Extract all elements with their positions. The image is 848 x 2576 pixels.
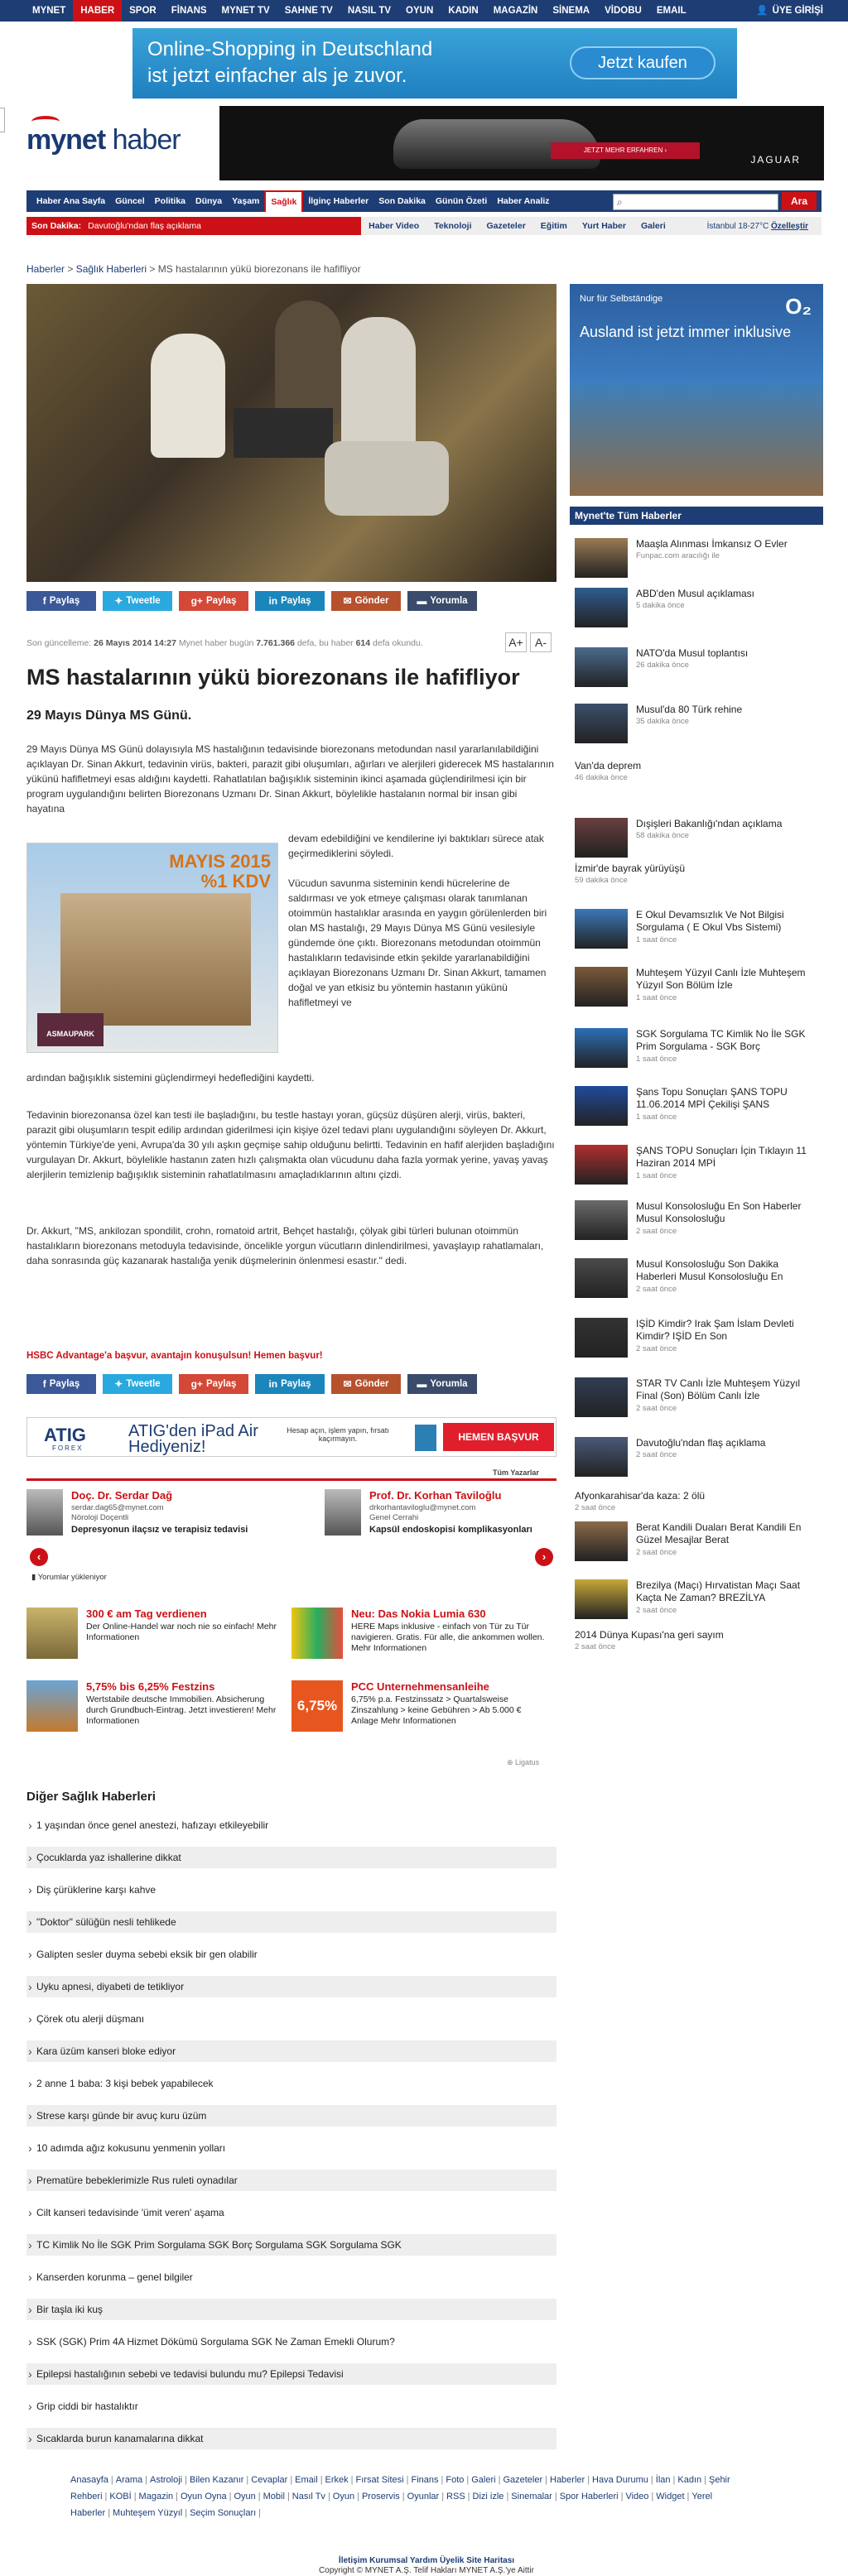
font-size-controls <box>505 632 552 652</box>
footer-separator: | <box>110 2475 113 2485</box>
atig-logo: ATIG <box>44 1425 86 1445</box>
atig-forex: FOREX <box>52 1444 84 1452</box>
news-time: 1 saat önce <box>636 935 677 944</box>
nav-item[interactable]: İlginç Haberler <box>308 196 369 206</box>
footer-link[interactable]: Muhteşem Yüzyıl <box>113 2508 183 2518</box>
o2-ad[interactable]: Nur für Selbständige O₂ Ausland ist jetzt immer inklusive <box>570 284 823 496</box>
list-item[interactable]: › Cilt kanseri tedavisinde 'ümit veren' aşama <box>26 2202 556 2223</box>
site-logo[interactable]: mynet haber <box>26 124 181 156</box>
nav-item[interactable]: Güncel <box>115 196 145 206</box>
subnav-item[interactable]: Gazeteler <box>486 221 526 231</box>
twitter-icon: ✦ <box>114 1378 123 1390</box>
photo-figure <box>275 300 341 425</box>
footer-separator: | <box>672 2475 676 2485</box>
footer-separator: | <box>229 2492 232 2502</box>
footer-link[interactable]: Finans <box>411 2475 439 2485</box>
footer-separator: | <box>441 2492 445 2502</box>
sponsored-ad[interactable]: 6,75% PCC Unternehmensanleihe 6,75% p.a. Festzinssatz > Quartalsweise Zinszahlung > keine Gebühren > Ab 5.000 € Anlage Mehr Informationen <box>292 1680 553 1753</box>
news-title[interactable]: Maaşla Alınması İmkansız O Evler <box>636 538 788 550</box>
article-paragraph: devam edebildiğini ve kendilerine iyi baktıkları sürece atak geçirmediklerini söyledi. <box>288 833 544 859</box>
news-title[interactable]: NATO'da Musul toplantısı <box>636 647 749 659</box>
comment-button[interactable]: ▬ Yorumla <box>407 1374 477 1394</box>
footer-separator: | <box>145 2475 147 2485</box>
sponsored-ad[interactable]: Neu: Das Nokia Lumia 630 HERE Maps inklusive - einfach von Tür zu Tür navigieren. Gratis. Für alle, die ankommen wollen. Mehr Informationen <box>292 1608 553 1680</box>
subnav-item[interactable]: Teknoloji <box>434 221 472 231</box>
gplus-icon: g+ <box>190 1378 203 1390</box>
ad-image: 6,75% <box>292 1680 343 1732</box>
news-title[interactable]: Van'da deprem <box>575 760 642 771</box>
list-item[interactable]: › TC Kimlik No İle SGK Prim Sorgulama SGK Borç Sorgulama SGK Sorgulama SGK <box>26 2234 556 2256</box>
news-thumbnail[interactable] <box>575 1086 628 1126</box>
topnav-item[interactable]: SPOR <box>129 6 157 16</box>
list-item[interactable]: › Galipten sesler duyma sebebi eksik bir gen olabilir <box>26 1944 556 1965</box>
twitter-share-button[interactable]: ✦ Tweetle <box>103 1374 172 1394</box>
subnav-item[interactable]: Haber Video <box>369 221 420 231</box>
topnav-item[interactable]: KADIN <box>448 6 479 16</box>
footer-link[interactable]: Hava Durumu <box>592 2475 648 2485</box>
atig-headline: ATIG'den iPad Air <box>128 1422 258 1440</box>
logo-arc-icon <box>31 116 60 127</box>
news-title[interactable]: Muhteşem Yüzyıl Canlı İzle Muhteşem Yüzyıl Son Bölüm İzle <box>636 967 806 991</box>
user-icon: 👤 <box>756 6 768 16</box>
topnav-item[interactable]: MAGAZİN <box>493 6 538 16</box>
footer-link[interactable]: KOBİ <box>109 2492 132 2502</box>
news-title[interactable]: SGK Sorgulama TC Kimlik No İle SGK Prim Sorgulama - SGK Borç <box>636 1028 806 1052</box>
nav-item[interactable]: Politika <box>154 196 186 206</box>
author-card[interactable] <box>26 1489 267 1555</box>
news-time: Funpac.com aracılığı ile <box>636 551 720 560</box>
linkedin-share-button[interactable]: in Paylaş <box>255 591 325 611</box>
ad-buy-button[interactable]: Jetzt kaufen <box>570 46 716 79</box>
news-thumbnail[interactable] <box>575 1318 628 1358</box>
footer-separator: | <box>651 2492 654 2502</box>
footer-link[interactable]: Yerel Haberler <box>70 2492 713 2518</box>
footer-separator: | <box>650 2475 653 2485</box>
footer-link[interactable]: Nasıl Tv <box>292 2492 325 2502</box>
footer-link[interactable]: Proservis <box>361 2492 400 2502</box>
news-time: 5 dakika önce <box>636 601 685 610</box>
search-input[interactable] <box>613 194 778 210</box>
list-item[interactable]: › Kanserden korunma – genel bilgiler <box>26 2266 556 2288</box>
article-subtitle: 29 Mayıs Dünya MS Günü. <box>26 709 192 723</box>
author-card[interactable] <box>325 1489 565 1555</box>
footer-link[interactable]: Bilen Kazanır <box>189 2475 244 2485</box>
news-title[interactable]: STAR TV Canlı İzle Muhteşem Yüzyıl Final (Son) Bölüm Canlı İzle <box>636 1377 801 1401</box>
top-ad-banner[interactable] <box>132 28 737 99</box>
news-thumbnail[interactable] <box>575 588 628 627</box>
footer-links <box>70 2472 791 2521</box>
footer-link[interactable]: RSS <box>446 2492 465 2502</box>
footer-separator: | <box>133 2492 137 2502</box>
breadcrumb-saglik[interactable]: Sağlık Haberleri <box>75 263 147 275</box>
atig-headline-2: Hediyeniz! <box>128 1438 206 1456</box>
footer-separator: | <box>327 2492 330 2502</box>
footer-separator: | <box>258 2508 262 2518</box>
news-time: 2 saat önce <box>636 1227 677 1236</box>
footer-separator: | <box>587 2475 590 2485</box>
author-role: Nöroloji Doçentli <box>71 1513 129 1522</box>
footer-link[interactable]: Fırsat Sitesi <box>355 2475 404 2485</box>
footer-separator: | <box>406 2475 409 2485</box>
topnav-item[interactable]: MYNET TV <box>221 6 270 16</box>
photo-figure <box>151 334 225 458</box>
footer-separator: | <box>108 2508 111 2518</box>
list-item[interactable]: › 10 adımda ağız kokusunu yenmenin yolları <box>26 2137 556 2159</box>
linkedin-share-button[interactable]: in Paylaş <box>255 1374 325 1394</box>
footer-separator: | <box>185 2475 187 2485</box>
news-thumbnail[interactable] <box>575 1258 628 1298</box>
footer-separator: | <box>402 2492 405 2502</box>
mail-icon: ✉ <box>343 595 352 607</box>
list-item[interactable]: › Sıcaklarda burun kanamalarına dikkat <box>26 2428 556 2449</box>
footer-separator: | <box>704 2475 706 2485</box>
photo-figure <box>325 441 449 516</box>
nav-item[interactable]: Günün Özeti <box>435 196 488 206</box>
topnav-item[interactable]: NASIL TV <box>347 6 392 16</box>
subnav-item[interactable]: Yurt Haber <box>581 221 626 231</box>
mail-icon: ✉ <box>343 1378 352 1390</box>
author-email: serdar.dag65@mynet.com <box>71 1503 164 1512</box>
footer-link[interactable]: Magazin <box>138 2492 174 2502</box>
footer-link[interactable]: Cevaplar <box>251 2475 288 2485</box>
article-paragraph: Dr. Akkurt, "MS, ankilozan spondilit, crohn, romatoid artrit, Behçet hastalığı, çölyak gibi türleri bulunan otoimmün hastalıkların biorezonans metoduyla tedavisinde, öncelikle yorgun vücutların dinlendirilmesi, yavaşlayıp rahatlamaları, daha sonrasında güç kazanarak hastalığa yenik düşmelerinin önlenmesi esastır." dedi. <box>26 1225 544 1266</box>
footer-link[interactable]: Oyun <box>332 2492 355 2502</box>
footer-link[interactable]: Spor Haberleri <box>559 2492 619 2502</box>
list-item[interactable]: › 2 anne 1 baba: 3 kişi bebek yapabilecek <box>26 2073 556 2094</box>
font-decrease-button[interactable]: A- <box>530 632 552 652</box>
author-article[interactable]: Kapsül endoskopisi komplikasyonları <box>369 1525 532 1535</box>
footer-bottom: İletişim Kurumsal Yardım Üyelik Site Haritası Copyright © MYNET A.Ş. Telif Hakları MYNET A.Ş.'ye Aittir <box>319 2556 534 2575</box>
news-time: 59 dakika önce <box>575 876 628 885</box>
news-title[interactable]: ŞANS TOPU Sonuçları İçin Tıklayın 11 Haziran 2014 MPİ <box>636 1145 807 1169</box>
footer-link[interactable]: Anasayfa <box>70 2475 108 2485</box>
tablet-icon <box>415 1425 436 1451</box>
topnav-item[interactable]: SİNEMA <box>552 6 590 16</box>
all-authors-link[interactable]: Tüm Yazarlar <box>493 1468 539 1477</box>
subnav-item[interactable]: Eğitim <box>540 221 567 231</box>
footer-link[interactable]: Galeri <box>471 2475 496 2485</box>
author-name[interactable]: Prof. Dr. Korhan Taviloğlu <box>369 1489 502 1502</box>
footer-link[interactable]: Sinemalar <box>511 2492 552 2502</box>
gplus-share-button[interactable]: g+ Paylaş <box>179 1374 248 1394</box>
breadcrumb-haberler[interactable]: Haberler <box>26 263 65 275</box>
author-email: drkorhantaviloglu@mynet.com <box>369 1503 476 1512</box>
news-thumbnail[interactable] <box>575 704 628 743</box>
footer-separator: | <box>350 2475 354 2485</box>
footer-separator: | <box>545 2475 547 2485</box>
jaguar-ad-banner[interactable] <box>219 106 824 180</box>
share-bar-bottom <box>26 1374 477 1394</box>
footer-link[interactable]: Email <box>295 2475 318 2485</box>
footer-link[interactable]: Foto <box>446 2475 465 2485</box>
news-thumbnail[interactable] <box>575 1521 628 1561</box>
news-thumbnail[interactable] <box>575 1028 628 1068</box>
footer-separator: | <box>176 2492 178 2502</box>
nav-item[interactable]: Dünya <box>195 196 223 206</box>
gplus-icon: g+ <box>190 595 203 607</box>
author-article[interactable]: Depresyonun ilaçsız ve terapisiz tedavisi <box>71 1525 248 1535</box>
atig-apply-button[interactable]: HEMEN BAŞVUR <box>443 1423 554 1451</box>
news-time: 1 saat önce <box>636 1171 677 1180</box>
comment-button[interactable]: ▬ Yorumla <box>407 591 477 611</box>
news-time: 2 saat önce <box>636 1344 677 1353</box>
ligatus-logo[interactable]: ⊕ Ligatus <box>507 1758 540 1766</box>
atig-desc: Hesap açın, işlem yapın, fırsatı kaçırmayın. <box>287 1426 389 1443</box>
news-time: 46 dakika önce <box>575 773 628 782</box>
author-role: Genel Cerrahi <box>369 1513 419 1522</box>
list-item[interactable]: › "Doktor" sülüğün nesli tehlikede <box>26 1911 556 1933</box>
footer-separator: | <box>441 2475 444 2485</box>
nav-item[interactable]: Haber Ana Sayfa <box>36 196 106 206</box>
other-health-news-title: Diğer Sağlık Haberleri <box>26 1790 156 1804</box>
atig-ad[interactable] <box>26 1417 556 1457</box>
news-time: 2 saat önce <box>636 1606 677 1615</box>
nav-item[interactable]: Yaşam <box>232 196 260 206</box>
breaking-label: Son Dakika: <box>26 217 86 235</box>
footer-link[interactable]: Oyun <box>234 2492 256 2502</box>
twitter-share-button[interactable]: ✦ Tweetle <box>103 591 172 611</box>
topnav-item[interactable]: HABER <box>73 0 122 22</box>
topnav-item[interactable]: VİDOBU <box>605 6 642 16</box>
footer-link[interactable]: Haberler <box>550 2475 585 2485</box>
list-item[interactable]: › SSK (SGK) Prim 4A Hizmet Dökümü Sorgulama SGK Ne Zaman Emekli Olurum? <box>26 2331 556 2353</box>
news-time: 26 dakika önce <box>636 661 689 670</box>
news-time: 2 saat önce <box>636 1285 677 1294</box>
news-title[interactable]: Musul'da 80 Türk rehine <box>636 704 743 715</box>
facebook-share-button[interactable]: f Paylaş <box>26 591 96 611</box>
o2-logo: O₂ <box>785 294 812 319</box>
member-login[interactable]: 👤 ÜYE GİRİŞİ <box>756 0 823 22</box>
list-item[interactable]: › 1 yaşından önce genel anestezi, hafızayı etkileyebilir <box>26 1814 556 1836</box>
comments-loading: ▮ Yorumlar yükleniyor <box>31 1573 107 1582</box>
sponsored-ad[interactable]: 300 € am Tag verdienen Der Online-Handel war noch nie so einfach! Mehr Informationen <box>26 1608 288 1680</box>
footer-separator: | <box>466 2475 470 2485</box>
article-paragraph: Tedavinin biorezonansa özel kan testi ile başladığını, bu testle hastayı yoran, güçsüz düşüren alerji, virüs, bakteri, parazit gibi oluşumların tespit edilip ardından giderilmesi için kişiye özel tedavi planı uygulandığını söyleyen Dr. Akkurt, yöntemin Türkiye'de yeni, Avrupa'da 30 yılı aşkın geçmişe sahip olduğunu belirtti. Tedavinin en hafif alerjiden başladığını vurgulayan Dr. Akkurt, böylelikle hastanın zaten hızlı çalışmakta olan vücudunu daha fazla yormak yerine, yavaş yavaş alerjilerin temizlenip bağışıklık sisteminin rahatlatılmasını amaçladıklarının altını çizdi. <box>26 1109 555 1180</box>
footer-separator: | <box>506 2492 509 2502</box>
ad-image <box>26 1608 78 1659</box>
share-bar <box>26 591 477 611</box>
news-title[interactable]: E Okul Devamsızlık Ve Not Bilgisi Sorgulama ( E Okul Vbs Sistemi) <box>636 909 784 933</box>
facebook-share-button[interactable]: f Paylaş <box>26 1374 96 1394</box>
photo-figure <box>341 317 416 458</box>
list-item[interactable]: › Kara üzüm kanseri bloke ediyor <box>26 2040 556 2062</box>
search-icon: ⌕ <box>617 196 623 208</box>
news-thumbnail[interactable] <box>575 1579 628 1619</box>
footer-link[interactable]: Dizi izle <box>472 2492 504 2502</box>
article-meta: Son güncelleme: 26 Mayıs 2014 14:27 Mynet haber bugün 7.761.366 defa, bu haber 614 defa okundu. <box>26 638 423 648</box>
footer-separator: | <box>687 2492 690 2502</box>
email-share-button[interactable]: ✉ Gönder <box>331 591 401 611</box>
news-time: 2 saat önce <box>575 1642 616 1651</box>
news-title[interactable]: Brezilya (Maçı) Hırvatistan Maçı Saat Kaçta Ne Zaman? BREZİLYA <box>636 1579 801 1603</box>
footer-link[interactable]: Kadın <box>677 2475 702 2485</box>
list-item[interactable]: › Prematüre bebeklerimizle Rus ruleti oynadılar <box>26 2170 556 2191</box>
breaking-text[interactable]: Davutoğlu'ndan flaş açıklama <box>86 217 361 235</box>
facebook-icon: f <box>42 1378 46 1390</box>
avatar <box>26 1489 63 1536</box>
footer-link[interactable]: Mobil <box>263 2492 285 2502</box>
footer-separator: | <box>258 2492 261 2502</box>
news-title[interactable]: Musul Konsolosluğu Son Dakika Haberleri Musul Konsolosluğu En <box>636 1258 783 1282</box>
footer-link[interactable]: Video <box>625 2492 649 2502</box>
linkedin-icon: in <box>268 595 278 607</box>
news-title[interactable]: İzmir'de bayrak yürüyüşü <box>575 863 686 874</box>
twitter-icon: ✦ <box>114 595 123 607</box>
list-item[interactable]: › Grip ciddi bir hastalıktır <box>26 2396 556 2417</box>
list-item[interactable]: › Uyku apnesi, diyabeti de tetikliyor <box>26 1976 556 1997</box>
building-image <box>60 893 251 1026</box>
footer-separator: | <box>357 2492 359 2502</box>
nav-item[interactable]: Sağlık <box>264 190 303 212</box>
linkedin-icon: in <box>268 1378 278 1390</box>
news-title[interactable]: Afyonkarahisar'da kaza: 2 ölü <box>575 1490 706 1502</box>
list-item[interactable]: › Strese karşı günde bir avuç kuru üzüm <box>26 2105 556 2127</box>
list-item[interactable]: › Çörek otu alerji düşmanı <box>26 2008 556 2030</box>
authors-carousel <box>26 1478 556 1561</box>
list-item[interactable]: › Bir taşla iki kuş <box>26 2299 556 2320</box>
news-time: 2 saat önce <box>575 1503 616 1512</box>
news-time: 2 saat önce <box>636 1450 677 1459</box>
facebook-icon: f <box>42 595 46 607</box>
news-thumbnail[interactable] <box>575 1145 628 1185</box>
footer-link[interactable]: Erkek <box>325 2475 349 2485</box>
topnav-item[interactable]: EMAIL <box>656 6 687 16</box>
list-item[interactable]: › Çocuklarda yaz ishallerine dikkat <box>26 1847 556 1868</box>
inline-ad[interactable] <box>26 843 278 1053</box>
footer-link[interactable]: Widget <box>656 2492 685 2502</box>
search-button[interactable]: Ara <box>782 192 817 210</box>
comment-icon: ▬ <box>417 1378 427 1390</box>
top-navbar <box>0 0 848 22</box>
news-title[interactable]: Dışişleri Bakanlığı'ndan açıklama <box>636 818 783 829</box>
footer-link[interactable]: Gazeteler <box>503 2475 543 2485</box>
topnav-item[interactable]: MYNET <box>32 6 66 16</box>
ad-image <box>570 383 823 496</box>
news-thumbnail[interactable] <box>575 818 628 858</box>
news-title[interactable]: Şans Topu Sonuçları ŞANS TOPU 11.06.2014 MPİ Çekilişi ŞANS <box>636 1086 788 1110</box>
news-time: 2 saat önce <box>636 1404 677 1413</box>
ad-image <box>292 1608 343 1659</box>
email-share-button[interactable]: ✉ Gönder <box>331 1374 401 1394</box>
footer-link[interactable]: Seçim Sonuçları <box>190 2508 257 2518</box>
weather-widget: İstanbul 18-27°C Özelleştir <box>706 221 808 231</box>
font-increase-button[interactable]: A+ <box>505 632 527 652</box>
news-title[interactable]: IŞİD Kimdir? Irak Şam İslam Devleti Kimdir? IŞİD En Son <box>636 1318 794 1342</box>
all-news-header: Mynet'te Tüm Haberler <box>570 507 823 525</box>
subnav-item[interactable]: Galeri <box>640 221 666 231</box>
article-title: MS hastalarının yükü biorezonans ile hafifliyor <box>26 665 520 690</box>
breadcrumb-current: MS hastalarının yükü biorezonans ile hafifliyor <box>157 263 361 275</box>
article-paragraph: Vücudun savunma sisteminin kendi hücrelerine de saldırması ve yok etmeye çalışması olarak tanımlanan otoimmün hastalıklar arasında en yaygın görülenlerden biri olan MS hastalığı, 29 Mayıs Dünya MS Günü vesilesiyle gündemde öne çıktı. Biorezonans metodundan otoimmün hastalıkların tedavisinde etkin şekilde yararlanabildiğini açıklayan Biorezonans Uzmanı Dr. Sinan Akkurt, tamamen doğal ve yan etkisiz bu yöntemin hastanın yükünü hafifletmeyi ve <box>288 877 547 1008</box>
footer-link[interactable]: Astroloji <box>150 2475 183 2485</box>
news-time: 1 saat önce <box>636 1055 677 1064</box>
footer-link[interactable]: Oyunlar <box>407 2492 440 2502</box>
news-thumbnail[interactable] <box>575 1200 628 1240</box>
topnav-item[interactable]: FİNANS <box>171 6 207 16</box>
gplus-share-button[interactable]: g+ Paylaş <box>179 591 248 611</box>
inline-ad-brand: ASMAUPARK <box>37 1013 104 1046</box>
footer-separator: | <box>287 2492 290 2502</box>
sub-nav <box>26 217 822 235</box>
news-title[interactable]: Musul Konsolosluğu En Son Haberler Musul Konsolosluğu <box>636 1200 802 1224</box>
hsbc-link[interactable]: HSBC Advantage'a başvur, avantajın konuşulsun! Hemen başvur! <box>26 1351 323 1361</box>
footer-separator: | <box>104 2492 108 2502</box>
footer-separator: | <box>320 2475 323 2485</box>
next-arrow-icon[interactable]: › <box>535 1548 553 1566</box>
news-thumbnail[interactable] <box>575 967 628 1007</box>
news-time: 35 dakika önce <box>636 717 689 726</box>
footer-separator: | <box>246 2475 249 2485</box>
article-paragraph: ardından bağışıklık sistemini güçlendirmeyi hedeflediğini kaydetti. <box>26 1072 315 1084</box>
news-title[interactable]: 2014 Dünya Kupası'na geri sayım <box>575 1629 724 1641</box>
topnav-item[interactable]: SAHNE TV <box>284 6 333 16</box>
author-name[interactable]: Doç. Dr. Serdar Dağ <box>71 1489 173 1502</box>
ad-line-2: ist jetzt einfacher als je zuvor. <box>147 65 407 87</box>
ad-image <box>26 1680 78 1732</box>
nav-item[interactable]: Haber Analiz <box>497 196 550 206</box>
ad-line-1: Online-Shopping in Deutschland <box>147 38 433 60</box>
topnav-item[interactable]: OYUN <box>406 6 434 16</box>
photo-device <box>234 408 333 458</box>
news-thumbnail[interactable] <box>575 647 628 687</box>
footer-link[interactable]: İlan <box>655 2475 671 2485</box>
footer-separator: | <box>620 2492 624 2502</box>
news-title[interactable]: Berat Kandili Duaları Berat Kandili En Güzel Mesajlar Berat <box>636 1521 802 1545</box>
footer-link[interactable]: Oyun Oyna <box>180 2492 227 2502</box>
footer-separator: | <box>467 2492 470 2502</box>
footer-link[interactable]: Şehir Rehberi <box>70 2475 730 2502</box>
jaguar-cta[interactable]: JETZT MEHR ERFAHREN › <box>551 142 700 159</box>
news-title[interactable]: Davutoğlu'ndan flaş açıklama <box>636 1437 766 1449</box>
comment-icon: ▬ <box>417 595 427 607</box>
news-thumbnail[interactable] <box>575 1377 628 1417</box>
avatar <box>325 1489 361 1536</box>
footer-separator: | <box>554 2492 557 2502</box>
news-time: 1 saat önce <box>636 1113 677 1122</box>
list-item[interactable]: › Diş çürüklerine karşı kahve <box>26 1879 556 1901</box>
news-title[interactable]: ABD'den Musul açıklaması <box>636 588 755 599</box>
news-time: 2 saat önce <box>636 1548 677 1557</box>
list-item[interactable]: › Epilepsi hastalığının sebebi ve tedavisi bulundu mu? Epilepsi Tedavisi <box>26 2363 556 2385</box>
news-time: 58 dakika önce <box>636 831 689 840</box>
article-paragraph: 29 Mayıs Dünya MS Günü dolayısıyla MS hastalığının tedavisinde biorezonans metodundan nasıl yararlanılabildiğini açıklayan Dr. Sinan Akkurt, tedavinin virüs, bakteri, parazit gibi oluşumları, ağırları ve alerjileri giderecek MS hastalarının yükünü hafifletmeyi esas aldığını kaydetti. Rahatlatılan bağışıklık sisteminin ikinci aşamada güçlendirilmesi için bir program uygulandığını belirten Biorezonans Uzmanı Dr. Sinan Akkurt, böylelikle hastalanın normal bir insan gibi hayatına <box>26 743 554 815</box>
side-tab[interactable] <box>0 108 5 132</box>
news-thumbnail[interactable] <box>575 1437 628 1477</box>
news-thumbnail[interactable] <box>575 538 628 578</box>
breadcrumb: Haberler > Sağlık Haberleri > MS hastalarının yükü biorezonans ile hafifliyor <box>26 263 361 275</box>
footer-link[interactable]: Arama <box>115 2475 143 2485</box>
customize-link[interactable]: Özelleştir <box>770 221 808 231</box>
sponsored-ad[interactable]: 5,75% bis 6,25% Festzins Wertstabile deutsche Immobilien. Absicherung durch Grundbuch-Eintrag. Jetzt investieren! Mehr Informationen <box>26 1680 288 1753</box>
other-health-news-list <box>26 1814 556 2460</box>
nav-item[interactable]: Son Dakika <box>378 196 426 206</box>
prev-arrow-icon[interactable]: ‹ <box>30 1548 48 1566</box>
news-time: 1 saat önce <box>636 993 677 1002</box>
inline-ad-text: MAYIS 2015 %1 KDV <box>169 851 271 892</box>
jaguar-brand: JAGUAR <box>750 154 801 166</box>
article-photo <box>26 284 556 582</box>
footer-separator: | <box>498 2475 501 2485</box>
footer-separator: | <box>185 2508 188 2518</box>
news-thumbnail[interactable] <box>575 909 628 949</box>
footer-separator: | <box>290 2475 293 2485</box>
